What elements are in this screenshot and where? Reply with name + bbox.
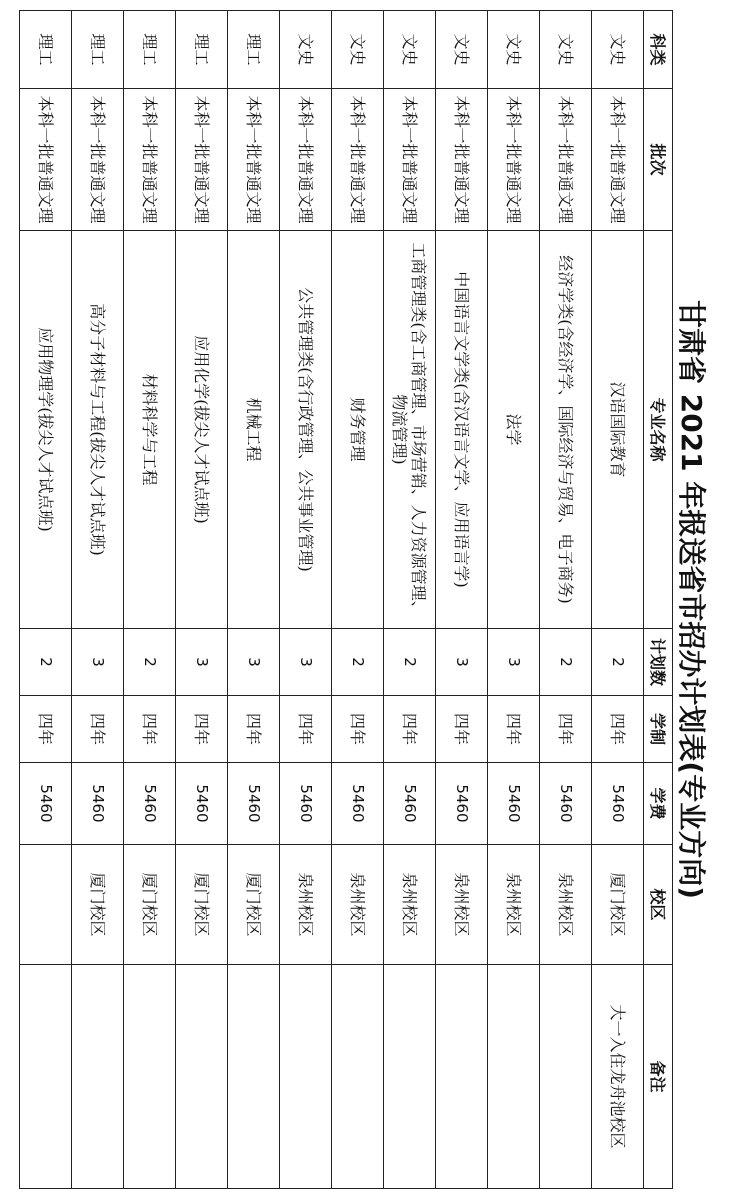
cell-years: 四年 (280, 696, 332, 763)
cell-category: 文史 (280, 11, 332, 89)
cell-campus: 泉州校区 (540, 845, 592, 965)
cell-plan: 2 (20, 629, 72, 696)
cell-campus: 泉州校区 (436, 845, 488, 965)
cell-plan: 3 (436, 629, 488, 696)
cell-years: 四年 (20, 696, 72, 763)
header-major: 专业名称 (644, 231, 673, 629)
cell-plan: 2 (124, 629, 176, 696)
cell-campus: 泉州校区 (384, 845, 436, 965)
cell-fee: 5460 (488, 763, 540, 845)
cell-note (280, 965, 332, 1189)
table-row (592, 11, 644, 1189)
cell-fee: 5460 (592, 763, 644, 845)
cell-major: 应用化学(拔尖人才试点班) (176, 231, 228, 629)
cell-major: 汉语国际教育 (592, 231, 644, 629)
cell-plan: 3 (72, 629, 124, 696)
cell-fee: 5460 (540, 763, 592, 845)
cell-plan: 3 (488, 629, 540, 696)
cell-years: 四年 (228, 696, 280, 763)
cell-campus: 厦门校区 (72, 845, 124, 965)
cell-campus: 泉州校区 (280, 845, 332, 965)
cell-major: 财务管理 (332, 231, 384, 629)
cell-category: 理工 (72, 11, 124, 89)
cell-major: 机械工程 (228, 231, 280, 629)
table-row (124, 11, 176, 1189)
cell-major: 经济学类(含经济学、国际经济与贸易、电子商务) (540, 231, 592, 629)
cell-fee: 5460 (124, 763, 176, 845)
cell-major: 公共管理类(含行政管理、公共事业管理) (280, 231, 332, 629)
cell-note (176, 965, 228, 1189)
table-row (72, 11, 124, 1189)
cell-category: 理工 (176, 11, 228, 89)
cell-note (488, 965, 540, 1189)
cell-batch: 本科一批普通文理 (592, 89, 644, 231)
cell-plan: 2 (592, 629, 644, 696)
table-row (280, 11, 332, 1189)
cell-batch: 本科一批普通文理 (20, 89, 72, 231)
cell-major: 高分子材料与工程(拔尖人才试点班) (72, 231, 124, 629)
cell-category: 理工 (20, 11, 72, 89)
cell-batch: 本科一批普通文理 (280, 89, 332, 231)
cell-fee: 5460 (72, 763, 124, 845)
cell-major: 应用物理学(拔尖人才试点班) (20, 231, 72, 629)
header-note: 备注 (644, 965, 673, 1189)
cell-plan: 3 (280, 629, 332, 696)
cell-note (540, 965, 592, 1189)
header-fee: 学费 (644, 763, 673, 845)
table-row (332, 11, 384, 1189)
cell-category: 文史 (436, 11, 488, 89)
cell-category: 文史 (488, 11, 540, 89)
cell-years: 四年 (124, 696, 176, 763)
cell-campus: 泉州校区 (332, 845, 384, 965)
cell-note: 大一入住龙舟池校区 (592, 965, 644, 1189)
cell-note (384, 965, 436, 1189)
table-row (488, 11, 540, 1189)
table-row (20, 11, 72, 1189)
table-row (228, 11, 280, 1189)
cell-category: 理工 (228, 11, 280, 89)
cell-batch: 本科一批普通文理 (436, 89, 488, 231)
cell-batch: 本科一批普通文理 (384, 89, 436, 231)
cell-major: 中国语言文学类(含汉语言文学、应用语言学) (436, 231, 488, 629)
cell-campus: 厦门校区 (592, 845, 644, 965)
cell-batch: 本科一批普通文理 (228, 89, 280, 231)
table-row (436, 11, 488, 1189)
cell-fee: 5460 (20, 763, 72, 845)
cell-campus (20, 845, 72, 965)
header-campus: 校区 (644, 845, 673, 965)
header-category: 科类 (644, 11, 673, 89)
header-plan: 计划数 (644, 629, 673, 696)
table-body (20, 11, 644, 1189)
table-header-row (644, 11, 673, 1189)
cell-note (20, 965, 72, 1189)
cell-years: 四年 (540, 696, 592, 763)
plan-table (19, 10, 673, 1189)
header-years: 学制 (644, 696, 673, 763)
cell-batch: 本科一批普通文理 (176, 89, 228, 231)
cell-campus: 厦门校区 (124, 845, 176, 965)
cell-plan: 3 (228, 629, 280, 696)
cell-fee: 5460 (332, 763, 384, 845)
cell-category: 文史 (592, 11, 644, 89)
cell-batch: 本科一批普通文理 (124, 89, 176, 231)
cell-batch: 本科一批普通文理 (488, 89, 540, 231)
cell-years: 四年 (72, 696, 124, 763)
cell-batch: 本科一批普通文理 (72, 89, 124, 231)
cell-campus: 厦门校区 (228, 845, 280, 965)
table-row (540, 11, 592, 1189)
cell-plan: 2 (540, 629, 592, 696)
table-row (384, 11, 436, 1189)
cell-category: 文史 (540, 11, 592, 89)
cell-fee: 5460 (384, 763, 436, 845)
cell-plan: 2 (332, 629, 384, 696)
cell-major: 法学 (488, 231, 540, 629)
cell-years: 四年 (332, 696, 384, 763)
cell-plan: 3 (176, 629, 228, 696)
cell-category: 文史 (384, 11, 436, 89)
cell-note (124, 965, 176, 1189)
cell-note (332, 965, 384, 1189)
cell-fee: 5460 (228, 763, 280, 845)
cell-years: 四年 (176, 696, 228, 763)
cell-campus: 厦门校区 (176, 845, 228, 965)
cell-fee: 5460 (436, 763, 488, 845)
cell-note (436, 965, 488, 1189)
cell-major: 工商管理类(含工商管理、市场营销、人力资源管理、物流管理) (384, 231, 436, 629)
cell-category: 理工 (124, 11, 176, 89)
cell-campus: 泉州校区 (488, 845, 540, 965)
cell-category: 文史 (332, 11, 384, 89)
cell-years: 四年 (436, 696, 488, 763)
cell-fee: 5460 (176, 763, 228, 845)
table-row (176, 11, 228, 1189)
cell-note (72, 965, 124, 1189)
cell-fee: 5460 (280, 763, 332, 845)
cell-major: 材料科学与工程 (124, 231, 176, 629)
cell-years: 四年 (384, 696, 436, 763)
cell-batch: 本科一批普通文理 (332, 89, 384, 231)
cell-years: 四年 (488, 696, 540, 763)
cell-note (228, 965, 280, 1189)
header-batch: 批次 (644, 89, 673, 231)
cell-years: 四年 (592, 696, 644, 763)
page-title: 甘肃省 2021 年报送省市招办计划表(专业方向) (675, 299, 708, 900)
cell-batch: 本科一批普通文理 (540, 89, 592, 231)
cell-plan: 2 (384, 629, 436, 696)
